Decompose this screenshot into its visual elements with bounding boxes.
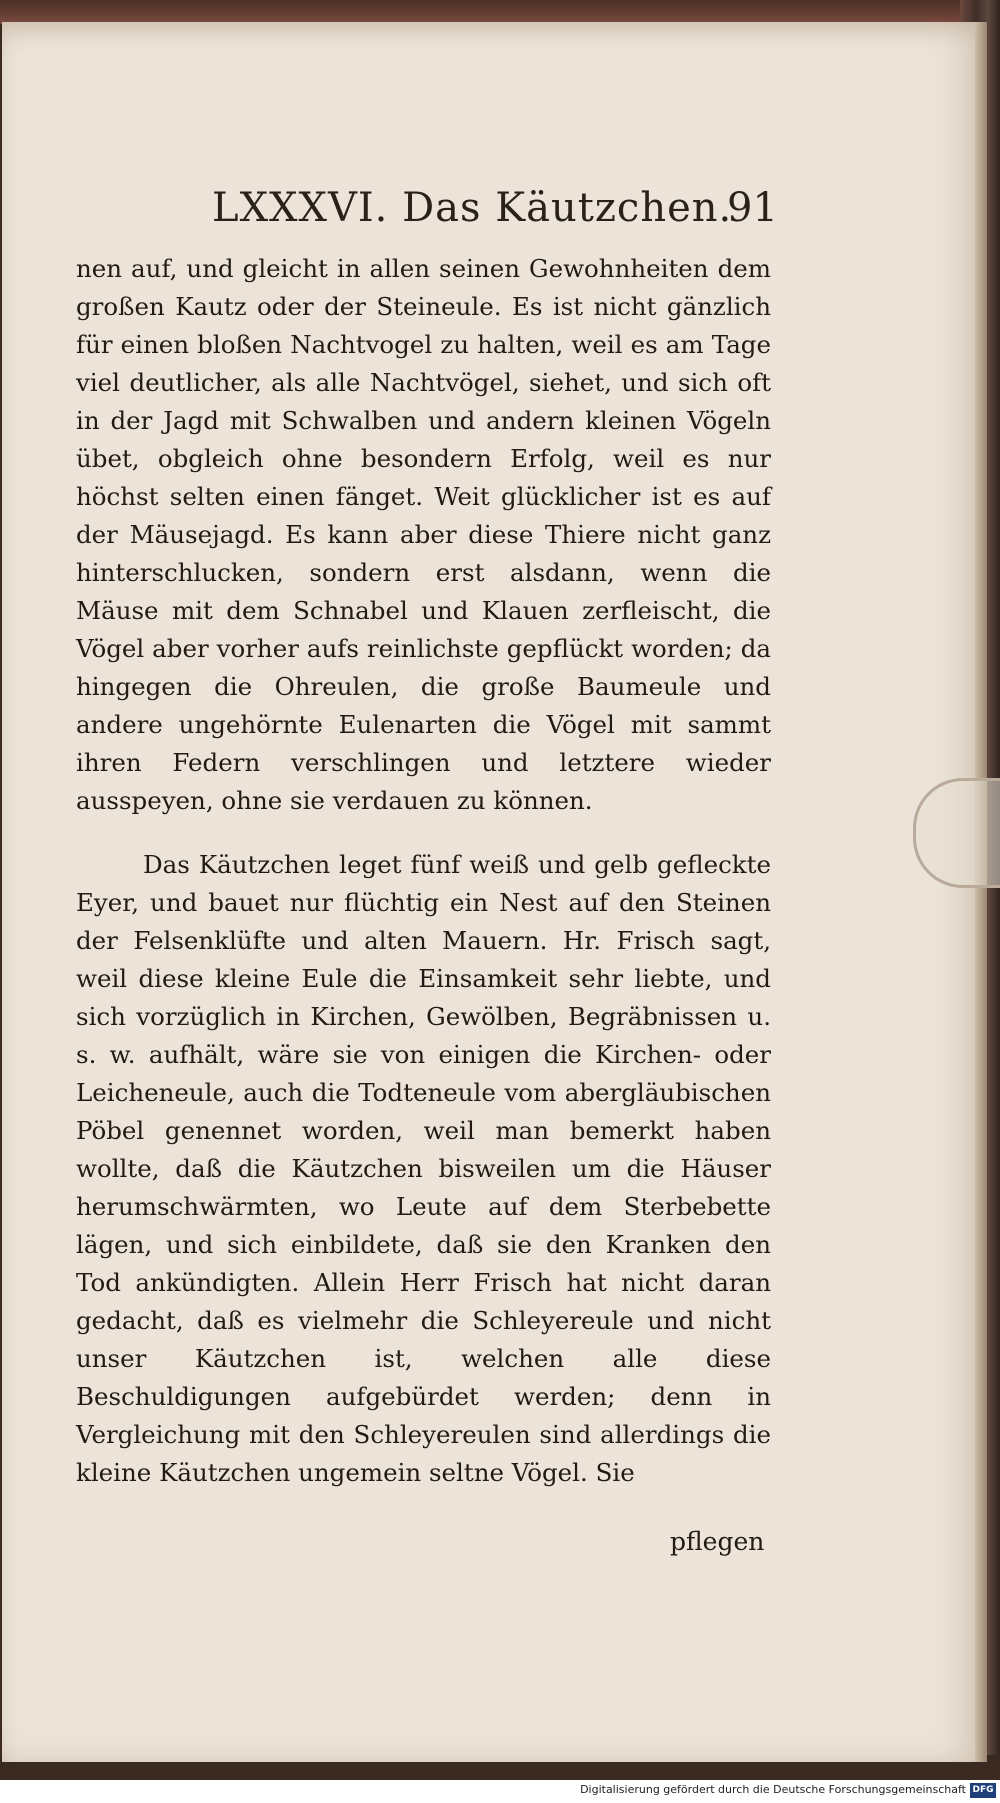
- running-head: [192, 185, 782, 245]
- page-edge-shadow: [975, 22, 987, 1762]
- page-clip: [913, 778, 1000, 888]
- dfg-logo: DFG: [970, 1783, 996, 1798]
- chapter-title: LXXXVI. Das Käutzchen.: [212, 185, 733, 231]
- page-number: 91: [727, 185, 778, 231]
- digitization-footer: [0, 1780, 1000, 1803]
- paragraph-1: nen auf, und gleicht in allen seinen Gewohnheiten dem großen Kautz oder der Steineule. Es ist nicht gänzlich für einen bloßen Nachtvogel zu halten, weil es am Tage viel deutlicher, als alle Nachtvögel, siehet, und sich oft in der Jagd mit Schwalben und andern kleinen Vögeln übet, obgleich ohne besondern Erfolg, weil es nur höchst selten einen fänget. Weit glücklicher ist es auf der Mäusejagd. Es kann aber diese Thiere nicht ganz hinterschlucken, sondern erst alsdann, wenn die Mäuse mit dem Schnabel und Klauen zerfleischt, die Vögel aber vorher aufs reinlichste gepflückt worden; da hingegen die Ohreulen, die große Baumeule und andere ungehörnte Eulenarten die Vögel mit sammt ihren Federn verschlingen und letztere wieder ausspeyen, ohne sie verdauen zu können.: [76, 254, 771, 815]
- footer-credit: Digitalisierung gefördert durch die Deutsche Forschungsgemeinschaft: [580, 1783, 966, 1796]
- paragraph-2: Das Käutzchen leget fünf weiß und gelb gefleckte Eyer, und bauet nur flüchtig ein Nest auf den Steinen der Felsenklüfte und alten Mauern. Hr. Frisch sagt, weil diese kleine Eule die Einsamkeit sehr liebte, und sich vorzüglich in Kirchen, Gewölben, Begräbnissen u. s. w. aufhält, wäre sie von einigen die Kirchen- oder Leicheneule, auch die Todteneule vom abergläubischen Pöbel genennet worden, weil man bemerkt haben wollte, daß die Käutzchen bisweilen um die Häuser herumschwärmten, wo Leute auf dem Sterbebette lägen, und sich einbildete, daß sie den Kranken den Tod ankündigten. Allein Herr Frisch hat nicht daran gedacht, daß es vielmehr die Schleyereule und nicht unser Käutzchen ist, welchen alle diese Beschuldigungen aufgebürdet werden; denn in Vergleichung mit den Schleyereulen sind allerdings die kleine Käutzchen ungemein seltne Vögel. Sie: [76, 850, 771, 1487]
- book-top-edge: [0, 0, 1000, 24]
- body-text: [76, 250, 771, 1492]
- catchword: pflegen: [670, 1527, 765, 1556]
- book-page: [2, 22, 980, 1762]
